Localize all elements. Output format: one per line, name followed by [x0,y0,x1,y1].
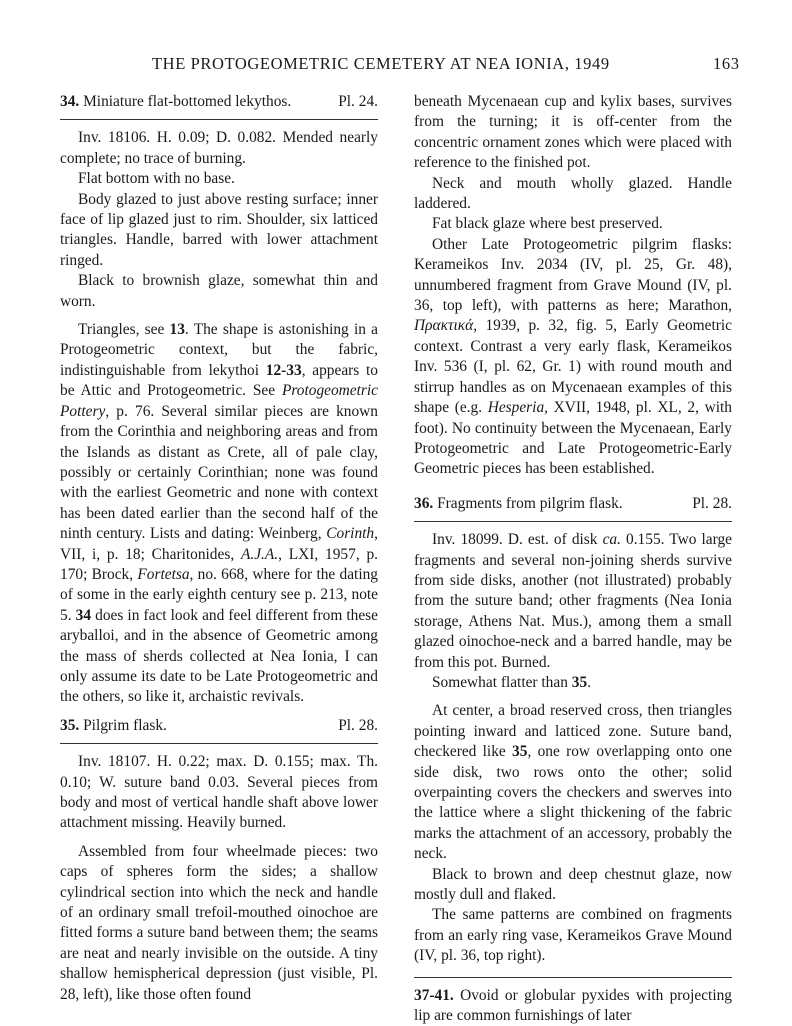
entry-34-glaze: Black to brownish glaze, somewhat thin and worn. [60,272,378,310]
entry-36-number: 36. [414,494,434,512]
entry-37-41-heading [414,986,732,1026]
entry-35-rule [60,743,378,744]
entry-35-neck: Neck and mouth wholly glazed. Handle laddered. [414,174,732,213]
entry-35-number: 35. [60,716,80,734]
running-head [0,54,792,78]
entry-35-commentary: Other Late Protogeometric pilgrim flasks: Kerameikos Inv. 2034 (IV, pl. 25, Gr. 48), unnumbered fragment from Grave Mound (IV, pl. 36, top left), with patterns as here; Marathon, Πρακτικά, 1939, p. 32, fig. 5, Early Geometric context. Contrast a very early flask, Kerameikos Inv. 536 (I, pl. 62, Gr. 1) with round mouth and stirrup handles as on Mycenaean examples of this shape (e.g. Hesperia, XVII, 1948, pl. XL, 2, with foot). No continuity between the Mycenaean, Early Protogeometric and Late Protogeometric-Early Geometric pieces has been established. [414,235,732,478]
entry-34-commentary: Triangles, see 13. The shape is astonishing in a Protogeometric context, but the fabric, indistinguishable from lekythoi 12-33, appears to be Attic and Protogeometric. See Protogeometric Pottery, p. 76. Several similar pieces are known from the Corinthia and neighboring areas and from the Islands as distant as Crete, all of pale clay, possibly or certainly Corinthian; none was found with the earliest Geometric and none with context has been dated earlier than the second half of the ninth century. Lists and dating: Weinberg, Corinth, VII, i, p. 18; Charitonides, A.J.A., LXI, 1957, p. 170; Brock, Fortetsa, no. 668, where for the dating of some in the early eighth century see p. 213, note 5. 34 does in fact look and feel different from these aryballoi, and in the absence of Geometric among the mass of sherds collected at Nea Ionia, I can only assume its date to be Late Protogeometric and the others, so like it, archaistic revivals. [60,321,379,706]
entry-37-41-rule [414,977,732,978]
entry-35-glaze: Fat black glaze where best preserved. [432,215,663,233]
entry-36-glaze: Black to brown and deep chestnut glaze, now mostly dull and flaked. [414,865,732,904]
entry-35-title: Pilgrim flask. [83,716,167,734]
left-column [60,92,378,1005]
entry-36-commentary: The same patterns are combined on fragments from an early ring vase, Kerameikos Grave Mound (IV, pl. 36, top right). [414,906,732,965]
entry-36-title: Fragments from pilgrim flask. [437,494,623,512]
entry-36-rule [414,521,732,522]
page-number: 163 [713,54,740,73]
entry-35-heading [60,716,378,736]
entry-35-description-cont: beneath Mycenaean cup and kylix bases, survives from the turning; it is off-center from the concentric ornament zones which were placed with reference to the finished pot. [414,93,732,172]
entry-36-decoration: At center, a broad reserved cross, then triangles pointing inward and latticed zone. Suture band, checkered like 35, one row overlapping onto one side disk, two rows onto the other; solid overpainting covers the checkers and swerves into the lattice where a slight thickening of the fabric marks the attachment of an accessory, probably the neck. [414,702,733,863]
entry-34-heading [60,92,378,112]
entry-34-inventory: Inv. 18106. H. 0.09; D. 0.082. Mended nearly complete; no trace of burning. [60,129,378,167]
entry-34-number: 34. [60,93,80,110]
entry-34-base: Flat bottom with no base. [78,170,235,188]
entry-36-heading [414,494,732,514]
running-title: THE PROTOGEOMETRIC CEMETERY AT NEA IONIA, 1949 [152,54,610,73]
entry-37-41-text: Ovoid or globular pyxides with projecting lip are common furnishings of later [414,986,732,1025]
right-column [414,92,732,1026]
entry-35-inventory: Inv. 18107. H. 0.22; max. D. 0.155; max. Th. 0.10; W. suture band 0.03. Several pieces from body and most of vertical handle shaft above lower attachment missing. Heavily burned. [60,753,378,832]
entry-34-plate: Pl. 24. [338,93,378,110]
entry-36-inventory: Inv. 18099. D. est. of disk ca. 0.155. Two large fragments and several non-joining sherds survive from side disks, another (not illustrated) probably from the suture band; other fragments (Nea Ionia storage, Athens Nat. Mus.), among them a small glazed oinochoe-neck and a barred handle, may be from this pot. Burned. [414,531,732,671]
entry-34-title: Miniature flat-bottomed lekythos. [83,93,292,110]
entry-37-41-number: 37-41. [414,986,454,1004]
entry-36-shape: Somewhat flatter than 35. [432,673,592,691]
entry-35-plate: Pl. 28. [338,716,378,734]
entry-34-rule [60,119,378,120]
entry-34-decoration: Body glazed to just above resting surface; inner face of lip glazed just to rim. Shoulder, six latticed triangles. Handle, barred with lower attachment ringed. [60,190,378,269]
entry-36-plate: Pl. 28. [692,494,732,512]
entry-35-description: Assembled from four wheelmade pieces: two caps of spheres form the sides; a shallow cylindrical section into which the neck and handle of an ordinary small trefoil-mouthed oinochoe are fitted forms a suture band between them; the seams are neat and nearly invisible on the outside. A tiny shallow hemispherical depression (just visible, Pl. 28, left), like those often found [60,842,378,1003]
